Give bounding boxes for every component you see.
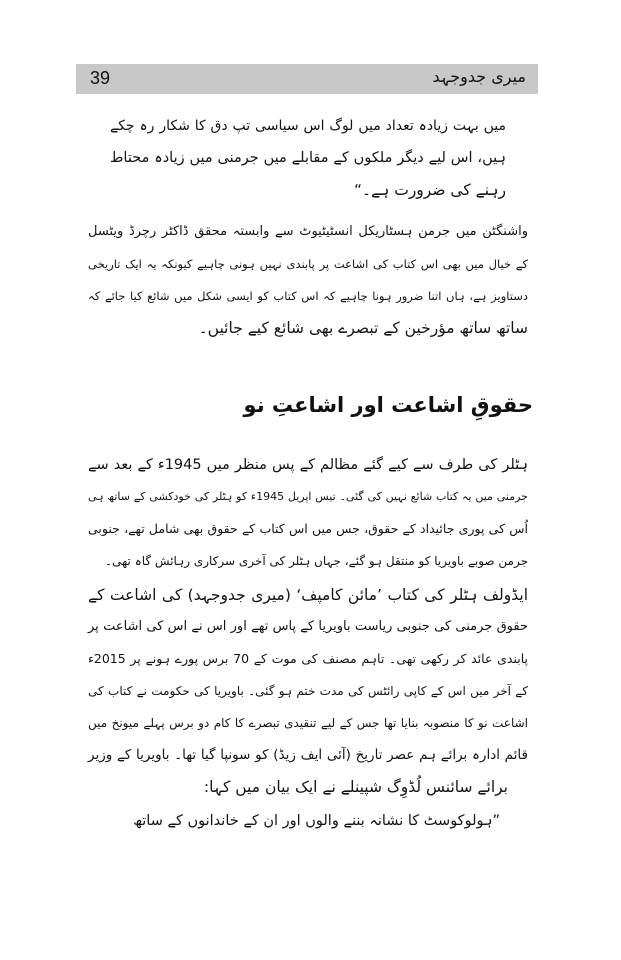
text-line: پابندی عائد کر رکھی تھی۔ تاہم مصنف کی موت کے 70 برس پورے ہونے پر 2015ء (88, 651, 529, 666)
text-line: دستاویز ہے، ہاں اتنا ضرور ہونا چاہیے کہ اس کتاب کو ایسی شکل میں شائع کیا جائے کہ (88, 289, 528, 303)
text-line: حقوق جرمنی کی جنوبی ریاست باویریا کے پاس تھے اور اس نے اس کی اشاعت پر (88, 619, 528, 634)
page-number: 39 (90, 68, 111, 88)
text-line: رہنے کی ضرورت ہے۔“ (354, 181, 506, 199)
text-line: برائے سائنس لُڈوِگ شپینلے نے ایک بیان میں کہا: (203, 778, 508, 796)
text-line: ساتھ ساتھ مؤرخین کے تبصرے بھی شائع کیے جائیں۔ (198, 319, 528, 337)
text-line: ہٹلر کی طرف سے کیے گئے مظالم کے پس منظر میں 1945ء کے بعد سے (88, 457, 528, 473)
text-line: جرمن صوبے باویریا کو منتقل ہو گئے، جہاں ہٹلر کی آخری سرکاری رہائش گاہ تھی۔ (104, 554, 528, 568)
text-line: ایڈولف ہٹلر کی کتاب ’مائن کامپف‘ (میری جدوجہد) کی اشاعت کے (88, 586, 528, 604)
text-line: جرمنی میں یہ کتاب شائع نہیں کی گئی۔ تیس اپریل 1945ء کو ہٹلر کی خودکشی کے ساتھ ہی (88, 490, 528, 503)
paragraph (88, 581, 528, 811)
page-header (76, 64, 538, 94)
text-line: اشاعت نو کا منصوبہ بنایا تھا جس کے لیے تنقیدی تبصرے کا کام دو برس پہلے میونخ میں (88, 716, 528, 730)
paragraph (88, 451, 528, 581)
text-line: میں بہت زیادہ تعداد میں لوگ اس سیاسی تپ دق کا شکار رہ چکے (110, 118, 506, 134)
quote-block (130, 807, 500, 839)
running-title: میری جدوجہد (432, 67, 526, 86)
text-line: ہیں، اس لیے دیگر ملکوں کے مقابلے میں جرمنی میں زیادہ محتاط (110, 150, 506, 166)
text-line: اُس کی پوری جائیداد کے حقوق، جس میں اس کتاب کے حقوق بھی شامل تھے، جنوبی (88, 521, 528, 536)
text-line: کے خیال میں بھی اس کتاب کی اشاعت پر پابندی نہیں ہونی چاہیے کیونکہ یہ ایک تاریخی (88, 257, 528, 271)
quote-block (110, 112, 506, 208)
text-line: قائم ادارہ برائے ہم عصر تاریخ (آئی ایف زیڈ) کو سونپا گیا تھا۔ باویریا کے وزیر (88, 747, 528, 763)
text-line: کے آخر میں اس کے کاپی رائٹس کی مدت ختم ہو گئی۔ باویریا کی حکومت نے کتاب کی (88, 684, 528, 698)
text-line: ”ہولوکوسٹ کا نشانہ بننے والوں اور ان کے خاندانوں کے ساتھ (133, 813, 500, 829)
text-line: واشنگٹن میں جرمن ہسٹاریکل انسٹیٹیوٹ سے وابستہ محقق ڈاکٹر رچرڈ ویٹسل (88, 224, 528, 239)
section-heading: حقوقِ اشاعت اور اشاعتِ نو (243, 393, 533, 417)
paragraph (88, 218, 528, 348)
